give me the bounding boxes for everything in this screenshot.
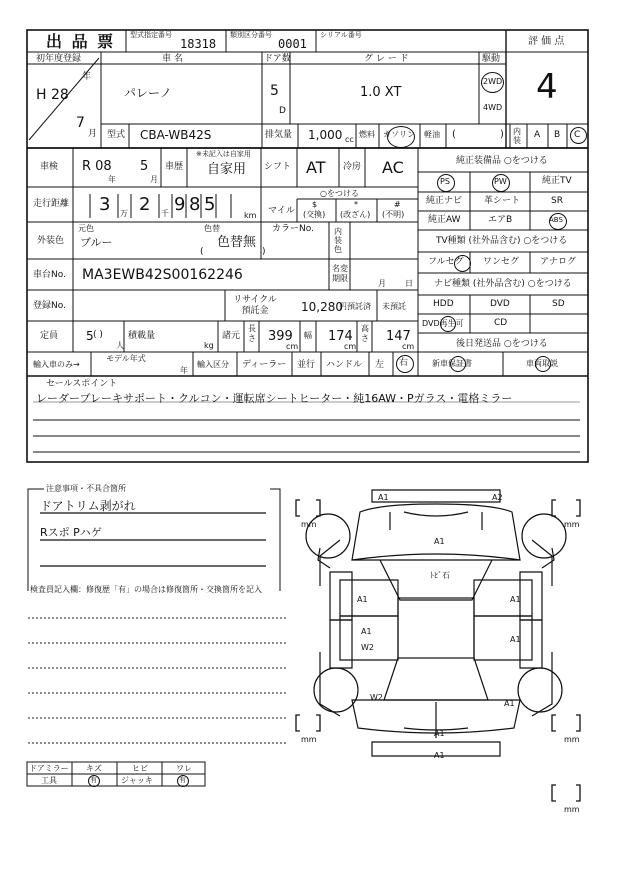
mm-label-5: mm [564,805,580,814]
model: CBA-WB42S [140,128,212,142]
width-label: 幅 [304,331,312,340]
inspector-note: 検査員記入欄：修復歴「有」の場合は修復箇所・交換箇所を記入 [30,585,262,594]
orig-color-label: 元色 [78,224,94,233]
shift: AT [306,158,326,177]
tv-title: TV種類 (社外品含む) ○をつける [436,236,568,246]
interior-color-label: 内装色 [334,227,342,254]
handle-label: ハンドル [326,360,363,370]
dmg-door-rl-2: W2 [361,643,374,652]
navi-cd: CD [494,318,508,328]
mileage-digit-2: 2 [139,194,151,215]
insp-year-mark: 年 [108,175,116,184]
displacement-label: 排気量 [265,130,293,140]
exchange-sym: $ [312,200,318,209]
history: 自家用 [207,162,247,177]
dealer: ディーラー [242,360,287,370]
recycle-unit: 円預託済 [339,302,371,311]
form-title: 出 品 票 [46,32,116,51]
first-reg-year: H 28 [36,87,69,103]
len-label: 長さ [248,324,256,343]
first-reg-month: 7 [76,115,85,131]
height-label: 高さ [361,324,369,343]
mm-label-1: mm [301,520,317,529]
fuel-light: 軽油 [424,130,440,139]
model-year-label: モデル年式 [106,354,146,363]
color-change: 色替無 [217,235,257,250]
legend-mirror: ドアミラー [29,764,69,773]
color-code-label: カラーNo. [272,224,314,234]
mileage-digit-1: 3 [99,194,111,215]
interior-a: A [534,130,541,140]
equip-ps: PS [440,177,450,186]
fuel-paren-close: ) [500,129,504,140]
len-cm: cm [286,342,299,351]
interior-b: B [554,130,561,140]
sen-unit: 千 [161,209,169,218]
interior-c: C [574,130,581,140]
car-name-label: 車 名 [162,54,183,64]
fuel-paren-open: ( [452,129,456,140]
handle-right: 右 [399,358,409,368]
dmg-windshield: ﾄﾋﾞ石 [430,571,450,580]
doors: 5 [270,83,279,99]
color-paren-open: ( [200,247,204,257]
history-label: 車歴 [165,162,184,172]
month-mark: 月 [88,129,98,139]
grade-score-label: 評 価 点 [528,36,565,47]
altered-sym: * [354,200,358,209]
altered: (改ざん) [340,210,371,219]
ac-label: 冷房 [343,162,362,172]
nc-day: 日 [405,279,413,288]
capacity-label: 定員 [40,331,59,341]
ac: AC [382,158,404,177]
ext-color-label: 外装色 [37,236,65,246]
grade-label: グ レ ー ド [364,54,409,64]
exchange: (交換) [303,210,326,219]
recycle-amount: 10,280 [301,300,343,314]
chassis-label: 車台No. [33,270,66,280]
dmg-bumper-r: A1 [434,751,445,760]
unknown: (不明) [382,210,405,219]
dmg-door-rr: A1 [510,635,521,644]
legend-tools-yes: 有 [90,776,97,784]
year-mark: 年 [82,72,92,82]
recycle-label: リサイクル預託金 [233,295,277,316]
fuel-label: 燃料 [359,130,375,139]
notes-line-2: Rスポ Pハゲ [40,526,102,539]
tv-analog: アナログ [540,257,577,267]
check-note: ○をつける [320,189,359,198]
legend-broken: ワレ [176,764,192,773]
mm-label-2: mm [564,520,580,529]
km-unit: km [244,211,257,220]
dmg-fender-rl: W2 [370,693,383,702]
import-class-label: 輸入区分 [197,360,229,369]
mileage-digit-3: 9 [174,194,186,215]
kg-unit: kg [204,341,214,350]
capacity: 5 [86,329,94,343]
color-paren-close: ) [262,247,266,257]
equip-tv: 純正TV [542,176,572,186]
later-manual: 車両取説 [526,359,558,368]
type-no-label: 型式指定番号 [130,31,172,39]
dmg-door-fl: A1 [357,595,368,604]
model-label: 型式 [107,130,126,140]
inspection: R 08 [82,159,112,174]
fuel-gas: ガソリン [383,130,415,139]
navi-sd: SD [552,299,565,309]
equip-title: 純正装備品 ○をつける [456,156,548,166]
equip-aw: 純正AW [428,215,461,225]
navi-dvd: DVD [490,299,510,309]
mileage-digit-4: 8 [189,194,201,215]
interior-label: 内装 [513,127,521,145]
nc-month: 月 [378,279,386,288]
grade-score: 4 [536,67,558,107]
later-warranty: 新車保証書 [432,359,472,368]
capacity-unit: 人 [116,341,124,350]
color-change-label: 色替 [204,224,220,233]
mileage-label: 走行距離 [33,199,70,209]
dmg-hood: A1 [434,537,445,546]
first-reg-label: 初年度登録 [36,54,82,64]
serial-label: シリアル番号 [320,31,362,39]
later-title: 後日発送品 ○をつける [456,339,548,349]
name-change-label: 名変期限 [332,264,348,283]
handle-left: 左 [375,360,385,370]
dmg-door-rl: A1 [361,627,372,636]
load-label: 積載量 [128,331,156,341]
parallel: 並行 [297,360,316,370]
legend-jack: ジャッキ [121,776,153,785]
equip-abs: ABS [549,216,563,224]
equip-pw: PW [494,177,507,186]
inspection-label: 車検 [40,162,59,172]
car-diagram [306,490,566,756]
dmg-fender-rr: A1 [504,699,515,708]
sales-label: セールスポイント [46,379,118,389]
reg-label: 登録No. [33,301,66,311]
chassis-no: MA3EWB42S00162246 [82,267,243,283]
navi-dvdplay: DVD再生可 [422,319,464,328]
orig-color: ブルー [80,236,113,249]
history-note: ※未記入は自家用 [196,150,251,158]
insp-month-mark: 月 [150,175,158,184]
width-cm: cm [344,342,357,351]
class-no: 0001 [278,37,307,51]
notes-title: 注意事項・不具合箇所 [46,484,126,493]
mm-label-4: mm [564,735,580,744]
doors-label: ドア数 [264,54,291,64]
drive-label: 駆動 [482,54,501,64]
shift-label: シフト [264,162,292,172]
unknown-sym: # [394,200,401,209]
type-no: 18318 [180,37,217,51]
insp-month: 5 [140,159,149,174]
legend-crack: ヒビ [132,764,148,773]
cc-unit: cc [345,135,354,144]
notes-line-1: ドアトリム剥がれ [40,499,136,513]
displacement: 1,000 [308,128,343,142]
width: 174 [328,329,353,344]
height-cm: cm [402,342,415,351]
dmg-bumper-f-2: A2 [492,493,503,502]
dmg-door-fr: A1 [510,595,521,604]
mile-label: マイル [268,206,295,216]
equip-navi: 純正ナビ [426,196,463,206]
dmg-bumper-f: A1 [378,493,389,502]
tv-one: ワンセグ [483,257,520,267]
tv-full: フルセグ [428,257,464,267]
navi-title: ナビ種類 (社外品含む) ○をつける [434,279,572,289]
drive-4wd: 4WD [483,103,503,112]
dmg-rear: A1 [434,729,445,738]
length: 399 [268,329,293,344]
equip-sr: SR [551,196,563,206]
import-label: 輸入車のみ→ [33,360,80,369]
equip-airbag: エアB [488,215,513,225]
class-no-label: 類別区分番号 [230,31,272,39]
mm-label-3: mm [301,735,317,744]
legend-tools: 工具 [41,776,57,785]
dims-label: 諸元 [222,331,241,341]
mileage-digit-5: 5 [204,194,216,215]
height: 147 [386,329,411,344]
legend-scratch: キズ [86,764,102,773]
equip-leather: 革シート [484,196,521,206]
model-year-unit: 年 [180,366,188,375]
legend-jack-yes: 有 [179,776,186,784]
recycle-none: 未預託 [382,302,406,311]
capacity-paren: ( ) [93,330,103,340]
man-unit: 万 [120,209,128,218]
navi-hdd: HDD [433,299,454,309]
drive-2wd: 2WD [483,77,503,86]
car-name: パレーノ [124,86,172,100]
doors-suffix: D [279,106,286,116]
sales-text: レーダーブレーキサポート・クルコン・運転席シートヒーター・純16AW・Pガラス・電格ミラー [36,392,513,405]
grade: 1.0 XT [360,85,402,100]
